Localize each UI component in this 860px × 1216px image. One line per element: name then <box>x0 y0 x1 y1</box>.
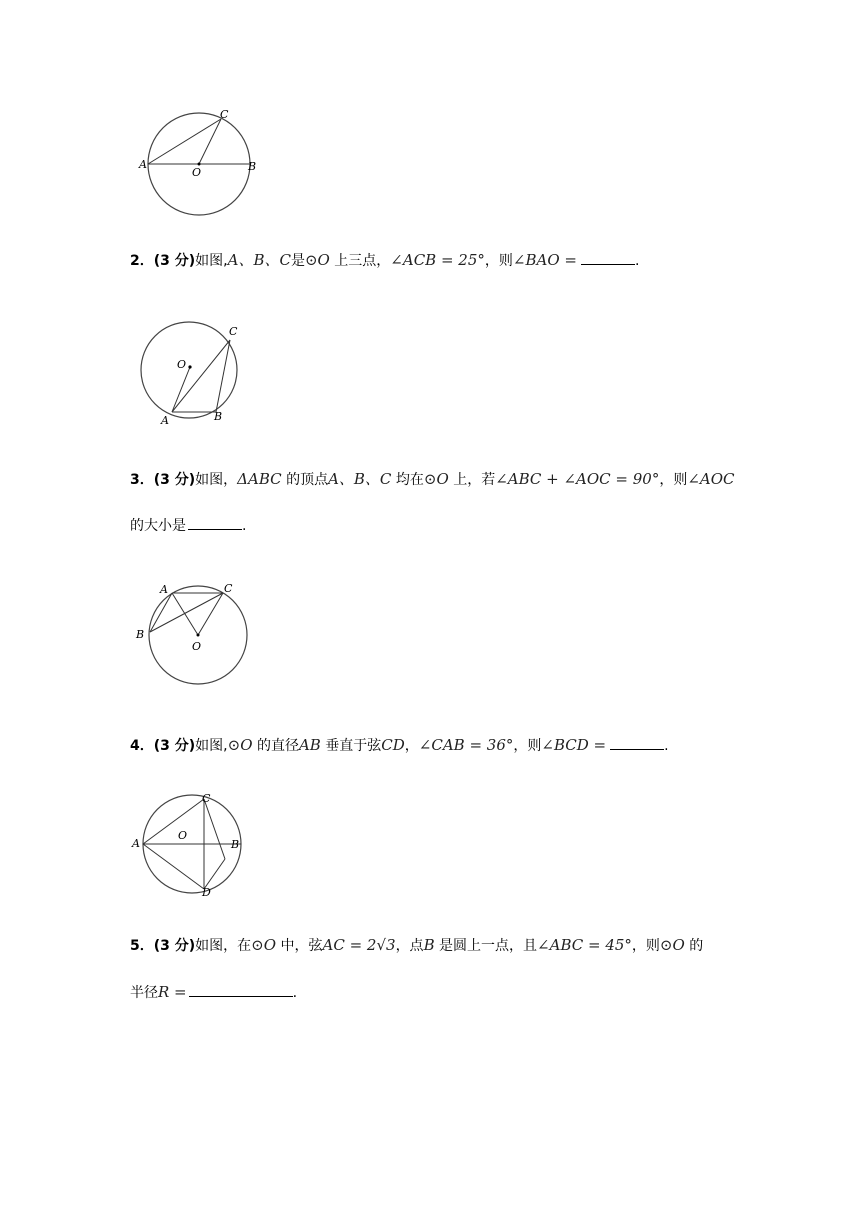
answer-blank[interactable] <box>581 251 635 265</box>
question-3: 3．(3 分)如图，ΔABC 的顶点A、B、C 均在⊙O 上，若∠ABC + ∠AOC = 90°，则∠AOC <box>130 470 735 488</box>
label-d: D <box>202 886 211 899</box>
label-a: A <box>160 583 168 596</box>
label-b: B <box>231 838 240 851</box>
score: (3 分) <box>153 738 196 754</box>
question-5-line-2: 半径R = . <box>130 983 298 1001</box>
question-5: 5．(3 分)如图，在⊙O 中，弦AC = 2√3，点B 是圆上一点，且∠ABC = 45°，则⊙O 的 <box>130 936 704 954</box>
question-number: 5． <box>130 938 154 954</box>
question-number: 2． <box>130 253 154 269</box>
figure-3 <box>130 578 260 693</box>
question-number: 3． <box>130 472 154 488</box>
label-b: B <box>248 160 257 173</box>
label-b: B <box>136 628 145 641</box>
figure-2 <box>130 315 260 430</box>
label-c: C <box>224 582 233 595</box>
answer-blank[interactable] <box>189 983 293 997</box>
question-4: 4．(3 分)如图,⊙O 的直径AB 垂直于弦CD，∠CAB = 36°，则∠BCD = . <box>130 736 669 754</box>
label-o: O <box>178 829 188 842</box>
answer-blank[interactable] <box>610 736 664 750</box>
label-a: A <box>132 837 140 850</box>
figure-4 <box>130 792 260 902</box>
answer-blank[interactable] <box>188 516 242 530</box>
score: (3 分) <box>153 472 196 488</box>
question-3-line-2: 的大小是 . <box>130 518 247 534</box>
question-2: 2．(3 分)如图,A、B、C是⊙O 上三点，∠ACB = 25°，则∠BAO = . <box>130 251 640 269</box>
label-c: C <box>220 108 229 121</box>
question-number: 4． <box>130 738 154 754</box>
label-a: A <box>161 414 169 427</box>
label-c: C <box>202 792 211 805</box>
label-o: O <box>192 166 202 179</box>
figure-1 <box>130 100 270 220</box>
label-c: C <box>229 325 238 338</box>
label-a: A <box>139 158 147 171</box>
score: (3 分) <box>153 938 196 954</box>
label-b: B <box>214 410 223 423</box>
label-o: O <box>177 358 187 371</box>
score: (3 分) <box>153 253 196 269</box>
label-o: O <box>192 640 202 653</box>
